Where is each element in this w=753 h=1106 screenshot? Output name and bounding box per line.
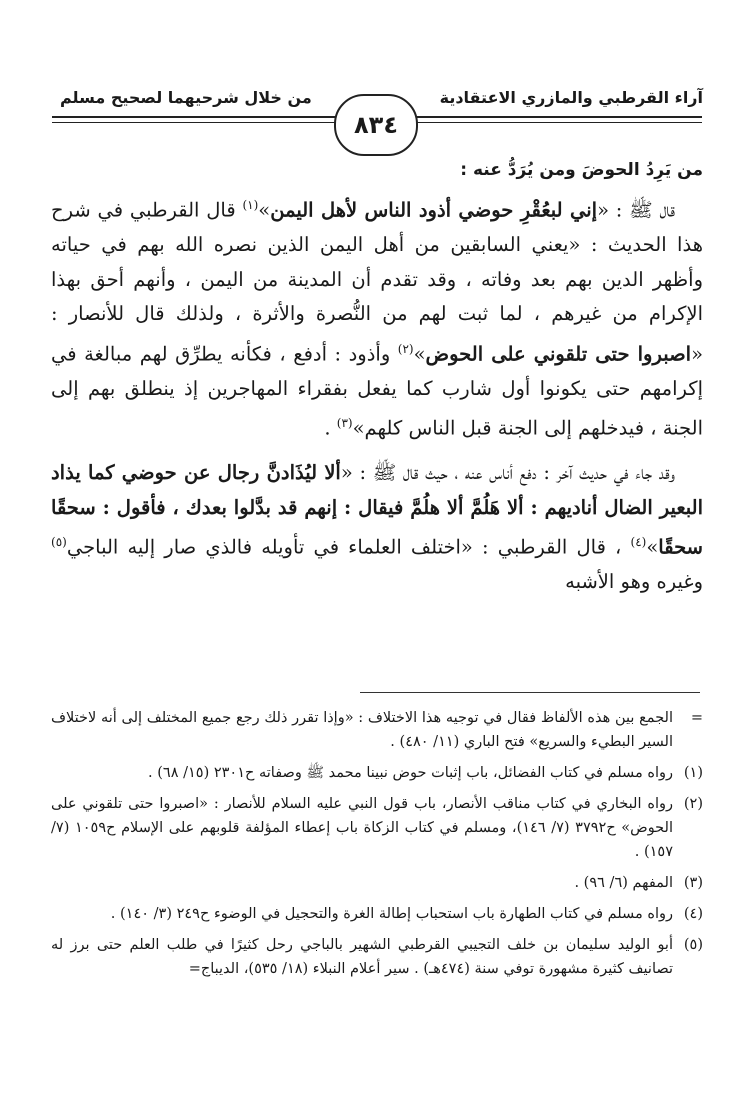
footnote <box>51 761 703 785</box>
footnote <box>51 902 703 926</box>
footnote-text: رواه البخاري في كتاب مناقب الأنصار، باب قول النبي عليه السلام للأنصار : «اصبروا حتى تلقوني على الحوض» ح٣٧٩٢ (٧/ ١٤٦)، ومسلم في كتاب الزكاة باب إعطاء المؤلفة قلوبهم على الإسلام ح١٠٥٩ (٧/ ١٥٧) . <box>51 796 673 860</box>
main-text <box>51 188 703 600</box>
footnote-number: (١) <box>683 765 703 781</box>
text-run: » <box>413 342 426 365</box>
hadith-quote: اصبروا حتى تلقوني على الحوض <box>425 342 692 365</box>
header-rule-top <box>52 116 342 118</box>
footnotes <box>51 706 703 988</box>
footnote-number: (٣) <box>683 875 703 891</box>
text-run: وأذود : أدفع ، فكأنه يطرِّق لهم مبالغة في إكرامهم حتى يكونوا أول شارب كما يفعل بفقراء المهاجرين إذ ينطلق بهم إلى الجنة ، فيدخلهم إلى الجنة قبل الناس كلهم» <box>51 342 703 440</box>
footnote <box>51 706 703 754</box>
text-run: قال القرطبي في شرح هذا الحديث : «يعني السابقين من أهل اليمن الذين نصره الله بهم في حياته وأظهر الدين بهم بعد وفاته ، وقد تقدم أن المدينة من اليمن ، وأنهم أحق بهذا الإكرام من غيرهم ، لما ثبت لهم من النُّصرة والأثرة ، ولذلك قال للأنصار : « <box>51 198 703 365</box>
running-header-title: آراء القرطبي والمازري الاعتقادية <box>439 88 703 107</box>
page-number: ٨٣٤ <box>334 94 418 156</box>
footnote-number: (٤) <box>683 906 703 922</box>
footnote <box>51 933 703 981</box>
text-run: » <box>646 535 659 559</box>
hadith-quote: إني لبعُقْرِ حوضي أذود الناس لأهل اليمن <box>270 198 598 222</box>
footnote-text: رواه مسلم في كتاب الفضائل، باب إثبات حوض نبينا محمد ﷺ وصفاته ح٢٣٠١ (١٥/ ٦٨) . <box>148 765 673 781</box>
footnote-ref: (٣) <box>336 416 353 430</box>
footnote-text: رواه مسلم في كتاب الطهارة باب استحباب إطالة الغرة والتحجيل في الوضوء ح٢٤٩ (٣/ ١٤٠) . <box>110 906 673 922</box>
header-rule-top <box>406 116 702 118</box>
paragraph <box>51 456 703 600</box>
header-rule-bottom <box>52 122 342 123</box>
text-run: ، قال القرطبي : «اختلف العلماء في تأويله فالذي صار إليه الباجي <box>66 535 631 559</box>
paragraph <box>51 188 703 446</box>
footnote <box>51 871 703 895</box>
text-run: . <box>324 416 337 440</box>
footnote <box>51 792 703 864</box>
footnote-number: (٢) <box>683 796 703 812</box>
text-run: وغيره وهو الأشبه <box>565 570 703 593</box>
footnote-separator <box>360 692 700 693</box>
footnote-text: الجمع بين هذه الألفاظ فقال في توجيه هذا الاختلاف : «وإذا تقرر ذلك رجع جميع المختلف إلى أنه لاختلاف السير البطيء والسريع» فتح الباري (١١/ ٤٨٠) . <box>51 710 673 750</box>
footnote-text: أبو الوليد سليمان بن خلف التجيبي القرطبي الشهير بالباجي رحل كثيرًا في طلب العلم حتى برز له تصانيف كثيرة مشهورة توفي سنة (٤٧٤هـ) . سير أعلام النبلاء (١٨/ ٥٣٥)، الديباج= <box>51 937 673 977</box>
footnote-ref: (٢) <box>397 341 414 356</box>
text-run: وقد جاء في حديث آخر : دفع أناس عنه ، حيث قال ﷺ : « <box>340 461 676 484</box>
section-title: من يَرِدُ الحوضَ ومن يُرَدُّ عنه : <box>460 160 703 180</box>
hadith-quote: ألا ليُذَادنَّ رجال عن حوضي كما يذاد البعير الضال أناديهم : ألا هَلُمَّ ألا هلُمَّ فيقال : إنهم قد بدَّلوا بعدك ، فأقول : سحقًا سحقًا <box>51 461 703 559</box>
text-run: » <box>258 198 271 222</box>
footnote-ref: (٤) <box>630 535 647 549</box>
footnote-ref: (٥) <box>51 535 67 549</box>
footnote-number: = <box>690 710 703 726</box>
running-header-subtitle: من خلال شرحيهما لصحيح مسلم <box>60 88 312 107</box>
footnote-text: المفهم (٦/ ٩٦) . <box>574 875 673 891</box>
footnote-ref: (١) <box>242 198 259 212</box>
text-run: قال ﷺ : « <box>597 198 675 222</box>
footnote-number: (٥) <box>683 937 703 953</box>
header-rule-bottom <box>406 122 702 123</box>
